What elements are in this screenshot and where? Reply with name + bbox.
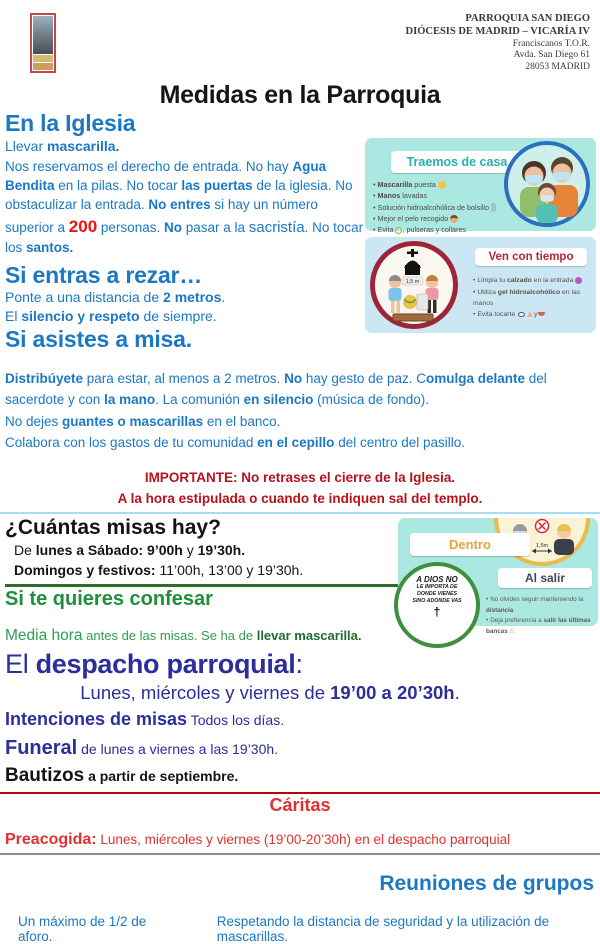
- section-reuniones-heading: Reuniones de grupos: [379, 872, 594, 896]
- schedule-content-row: [0, 514, 600, 645]
- list-item: • Manos lavadas: [373, 190, 525, 201]
- traemos-bullet-list: [373, 179, 525, 235]
- office-hours-line: Lunes, miércoles y viernes de 19’00 a 20’30h.: [80, 682, 460, 704]
- smiley-icon: [438, 181, 446, 189]
- mask-rule-line: Llevar mascarilla.: [5, 137, 120, 154]
- list-item: • Evita , pulseras y collares: [373, 224, 525, 235]
- third-infographic-column: [398, 514, 600, 645]
- section-caritas-heading: Cáritas: [269, 795, 331, 816]
- infographic-traemos-de-casa: [365, 138, 596, 234]
- letterhead: [0, 0, 600, 73]
- infographic-ven-con-tiempo: [365, 237, 596, 333]
- preacogida-line: Preacogida: Lunes, miércoles y viernes (19’00-20’30h) en el despacho parroquial: [5, 831, 511, 849]
- section-en-la-iglesia-heading: En la Iglesia: [5, 110, 136, 137]
- sanitizer-bottle-icon: [491, 203, 496, 212]
- infographics-column: [365, 111, 600, 352]
- family-illustration: [504, 141, 590, 227]
- parish-logo-image: [33, 16, 53, 54]
- list-item: • No olvides seguir manteniendo la distancia: [486, 595, 598, 616]
- section-confesar-heading: Si te quieres confesar: [5, 587, 213, 610]
- entry-rules-paragraph: Nos reservamos el derecho de entrada. No hay Agua Bendita en la pilas. No tocar las puertas de la iglesia. No obstaculizar la entrada. No entres si hay un número superior a 200 personas. No pasar a la sacristía. No tocar los santos.: [5, 159, 364, 255]
- parish-logo: [30, 13, 56, 73]
- hair-bun-icon: [450, 215, 458, 223]
- baptisms-line: Bautizos a partir de septiembre.: [5, 765, 239, 787]
- church-entrance-drawing: [375, 246, 453, 324]
- cross-icon: †: [433, 604, 441, 619]
- parish-name: PARROQUIA SAN DIEGO: [465, 13, 590, 24]
- capacity-rules-row: [18, 914, 600, 944]
- collection-rule-line: Colabora con los gastos de tu comunidad en el cepillo del centro del pasillo.: [5, 434, 466, 450]
- weekday-masses-line: De lunes a Sábado: 9’00h y 19’30h.: [14, 542, 246, 559]
- distance-label: 1,5 m: [405, 279, 420, 286]
- eye-icon: [518, 312, 525, 317]
- warning-icon: ⚠: [508, 628, 515, 636]
- confession-rule-line: Media hora antes de las misas. Se ha de llevar mascarilla.: [5, 627, 362, 645]
- infographic-dentro-al-salir: [398, 518, 598, 636]
- section-rezar-heading: Si entras a rezar…: [5, 261, 203, 288]
- sunday-masses-line: Domingos y festivos: 11’00h, 13’00 y 19’30h.: [14, 562, 304, 579]
- list-item: • Solución hidroalcohólica de bolsillo: [373, 202, 525, 213]
- rules-text-column: [5, 111, 365, 352]
- diocese-name: DIÓCESIS DE MADRID – VICARÍA IV: [405, 25, 590, 37]
- section-misa-heading: Si asistes a misa.: [5, 326, 192, 353]
- capacity-number: 200: [68, 216, 98, 236]
- parish-logo-band: [33, 55, 53, 62]
- important-notice-line1: IMPORTANTE: No retrases el cierre de la Iglesia.: [144, 469, 456, 485]
- section-divider-green: [5, 584, 398, 587]
- distance-mask-text: Respetando la distancia de seguridad y la utilización de mascarillas.: [216, 913, 550, 944]
- parish-logo-band: [33, 63, 53, 70]
- schedule-text-column: [5, 514, 398, 645]
- section-despacho-heading: El despacho parroquial:: [5, 649, 303, 680]
- list-item: • Mascarilla puesta: [373, 179, 525, 190]
- mouth-icon: [538, 312, 545, 316]
- section-misas-heading: ¿Cuántas misas hay?: [5, 516, 221, 540]
- tiempo-bullet-list: [473, 275, 595, 320]
- city-address: 28053 MADRID: [525, 61, 590, 72]
- top-content-row: [0, 111, 600, 352]
- distance-label: 1,5m: [535, 543, 549, 550]
- ring-icon: [395, 227, 402, 234]
- list-item: • Mejor el pelo recogido: [373, 213, 525, 224]
- list-item: • Limpia tu calzado en la entrada: [473, 275, 595, 286]
- section-divider-red: [0, 792, 600, 795]
- card-title-traemos: Traemos de casa: [391, 151, 523, 173]
- distance-rule-line: Ponte a una distancia de 2 metros.: [5, 288, 226, 305]
- shoe-clean-icon: [575, 277, 582, 284]
- church-entrance-illustration: [370, 241, 458, 329]
- card-title-ven-con-tiempo: Ven con tiempo: [475, 248, 587, 266]
- funeral-line: Funeral de lunes a viernes a las 19’30h.: [5, 737, 279, 760]
- quote-circle: A DIOS NO LE IMPORTA DE DONDE VIENES SINO ADONDE VAS †: [394, 562, 480, 648]
- card-title-al-salir: Al salir: [498, 568, 592, 588]
- mass-intentions-line: Intenciones de misas Todos los días.: [5, 709, 285, 730]
- mass-rules-paragraph: Distribúyete para estar, al menos a 2 metros. No hay gesto de paz. Comulga delante del sacerdote y con la mano. La comunión en silencio (música de fondo). No dejes guantes o mascarillas en el banco. Colabora con los gastos de tu comunidad en el cepillo del centro del pasillo.: [5, 370, 547, 450]
- list-item: • Evita tocarte y: [473, 309, 595, 320]
- nose-icon: [527, 311, 533, 317]
- masked-family-drawing: [508, 145, 586, 223]
- order-name: Franciscanos T.O.R.: [512, 38, 590, 49]
- gloves-rule-line: No dejes guantes o mascarillas en el banco.: [5, 413, 281, 429]
- important-notice-line2: A la hora estipulada o cuando te indiquen sal del templo.: [117, 491, 483, 506]
- section-divider-gray: [0, 853, 600, 855]
- silence-rule-line: El silencio y respeto de siempre.: [5, 308, 217, 325]
- list-item: • Deja preferencia a salir las últimas bancas⚠: [486, 616, 598, 638]
- card-title-dentro: Dentro: [410, 533, 530, 556]
- street-address: Avda. San Diego 61: [513, 50, 590, 61]
- list-item: • Utiliza gel hidroalcohólico en las manos: [473, 287, 595, 309]
- letterhead-address: [406, 13, 590, 73]
- capacity-limit-text: Un máximo de 1/2 de aforo.: [18, 913, 147, 944]
- salir-bullet-list: [486, 595, 598, 638]
- page-title: Medidas en la Parroquia: [159, 81, 441, 110]
